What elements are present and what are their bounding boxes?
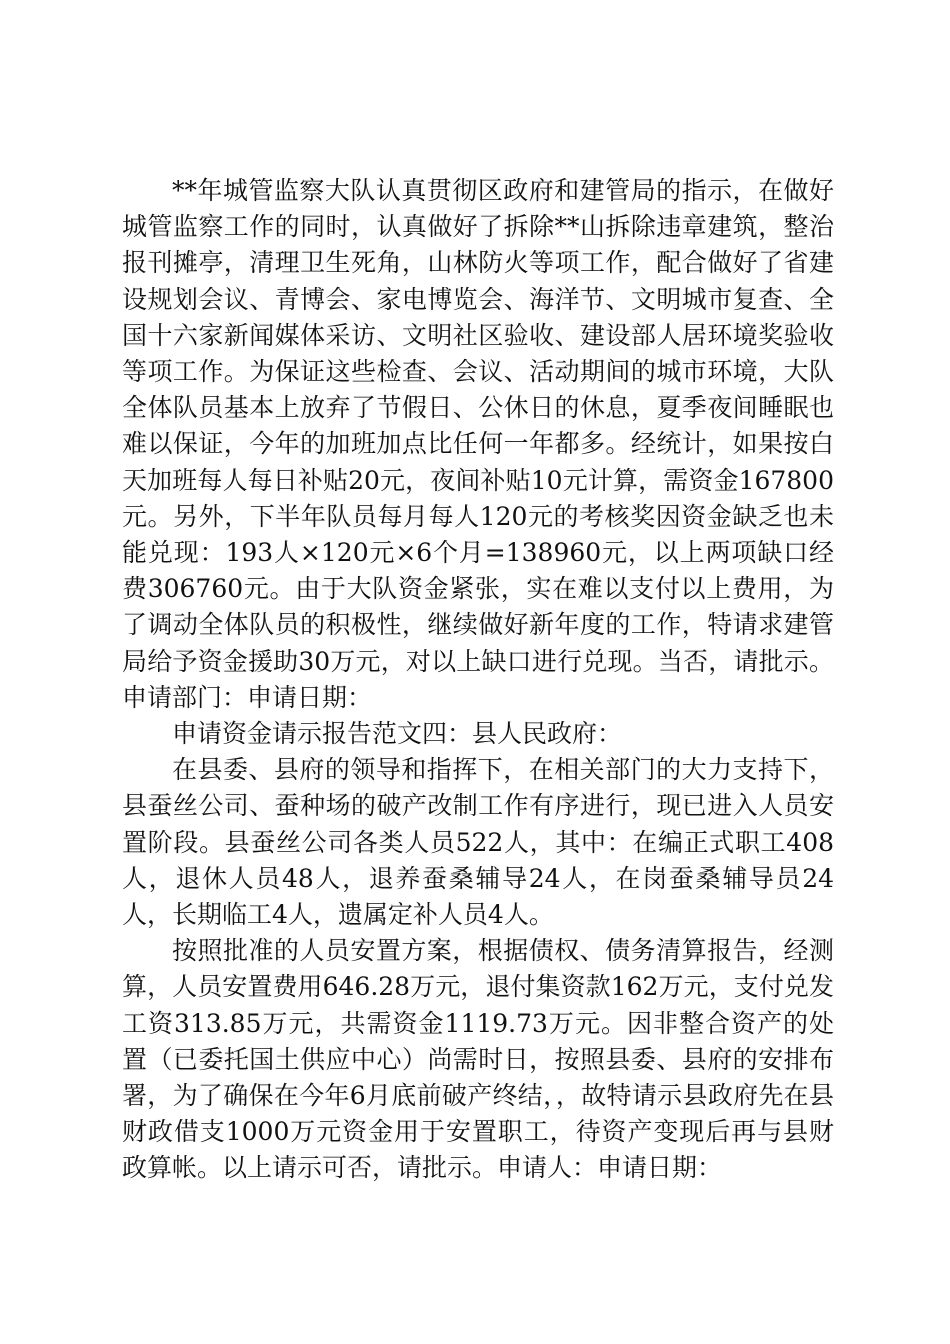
paragraph-sample-four-heading: 申请资金请示报告范文四：县人民政府： xyxy=(172,719,623,749)
paragraph-city-inspection-funding: **年城管监察大队认真贯彻区政府和建管局的指示，在做好城管监察工作的同时，认真做好了拆除**山拆除违章建筑，整治报刊摊亭，清理卫生死角，山林防火等项工作，配合做好了省建设规划会议、青博会、家电博览会、海洋节、文明城市复查、全国十六家新闻媒体采访、文明社区验收、建设部人居环境奖验收等项工作。为保证这些检查、会议、活动期间的城市环境，大队全体队员基本上放弃了节假日、公休日的休息，夏季夜间睡眠也难以保证，今年的加班加点比任何一年都多。经统计，如果按白天加班每人每日补贴20元，夜间补贴10元计算，需资金167800元。另外，下半年队员每月每人120元的考核奖因资金缺乏也未能兑现：193人×120元×6个月=138960元，以上两项缺口经费306760元。由于大队资金紧张，实在难以支付以上费用，为了调动全体队员的积极性，继续做好新年度的工作，特请求建管局给予资金援助30万元，对以上缺口进行兑现。当否，请批示。申请部门：申请日期： xyxy=(122,176,834,712)
document-body xyxy=(122,173,834,1187)
paragraph-silk-company-restructuring: 在县委、县府的领导和指挥下，在相关部门的大力支持下，县蚕丝公司、蚕种场的破产改制工作有序进行，现已进入人员安置阶段。县蚕丝公司各类人员522人，其中：在编正式职工408人，退休人员48人，退养蚕桑辅导24人，在岗蚕桑辅导员24人，长期临工4人，遗属定补人员4人。 xyxy=(122,755,834,930)
paragraph-staff-placement-funding: 按照批准的人员安置方案，根据债权、债务清算报告，经测算，人员安置费用646.28万元，退付集资款162万元，支付兑发工资313.85万元，共需资金1119.73万元。因非整合资产的处置（已委托国土供应中心）尚需时日，按照县委、县府的安排布署，为了确保在今年6月底前破产终结，，故特请示县政府先在县财政借支1000万元资金用于安置职工，待资产变现后再与县财政算帐。以上请示可否，请批示。申请人：申请日期： xyxy=(122,936,834,1183)
